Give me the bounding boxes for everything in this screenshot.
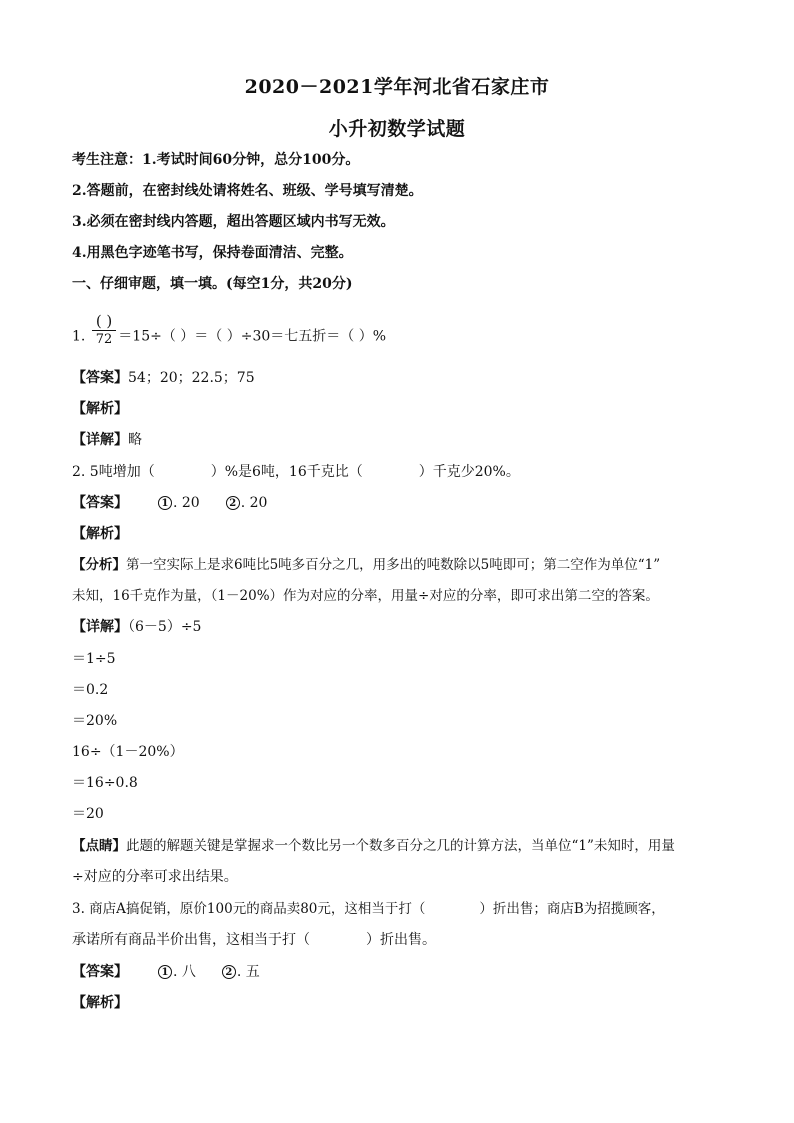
q1-answer xyxy=(72,368,722,388)
notice-line-4: 4.用黑色字迹笔书写，保持卷面清洁、完整。 xyxy=(72,245,353,261)
comment-text: 此题的解题关键是掌握求一个数比另一个数多百分之几的计算方法，当单位“1”未知时，用量 xyxy=(126,838,675,854)
question-1 xyxy=(72,312,722,358)
fraction-numerator: ( ) xyxy=(92,312,116,331)
answer-text: 54；20；22.5；75 xyxy=(128,370,255,386)
question-2: 2. 5吨增加（ ）%是6吨，16千克比（ ）千克少20%。 xyxy=(72,464,520,480)
question-3-line-2: 承诺所有商品半价出售，这相当于打（ ）折出售。 xyxy=(72,932,436,948)
circled-number-icon: 2 xyxy=(222,965,236,979)
answer-tag: 【答案】 xyxy=(72,370,128,386)
circled-number-icon: 1 xyxy=(158,965,172,979)
page-title: 2020－2021学年河北省石家庄市 xyxy=(244,76,550,98)
comment-tag: 【点睛】 xyxy=(72,838,126,854)
analysis-text: 第一空实际上是求6吨比5吨多百分之几，用多出的吨数除以5吨即可；第二空作为单位“1” xyxy=(126,557,661,573)
q2-detail-line-7: ＝20 xyxy=(72,806,104,822)
question-number: 1. xyxy=(72,328,86,345)
q2-detail-line-3: ＝0.2 xyxy=(72,682,109,698)
q2-comment-line-2: ÷对应的分率可求出结果。 xyxy=(72,869,238,885)
q2-detail-line-6: ＝16÷0.8 xyxy=(72,775,138,791)
q2-detail-line-1 xyxy=(72,617,722,637)
answer-tag: 【答案】 xyxy=(72,495,128,511)
q2-detail-line-5: 16÷（1－20%） xyxy=(72,744,184,760)
q1-detail xyxy=(72,430,722,450)
notice-line-2: 2.答题前，在密封线处请将姓名、班级、学号填写清楚。 xyxy=(72,183,423,199)
q3-answer xyxy=(72,962,722,982)
circled-number-icon: 1 xyxy=(158,496,172,510)
answer-1: . 20 xyxy=(173,495,200,511)
circled-number-icon: 2 xyxy=(226,496,240,510)
question-1-text: ＝15÷（ ）＝（ ）÷30＝七五折＝（ ）% xyxy=(118,328,387,345)
notice-line-1: 考生注意：1.考试时间60分钟，总分100分。 xyxy=(72,152,360,168)
q3-analysis-tag: 【解析】 xyxy=(72,995,128,1011)
detail-text: 略 xyxy=(128,432,142,448)
question-3-line-1: 3. 商店A搞促销，原价100元的商品卖80元，这相当于打（ ）折出售；商店B为招揽顾客， xyxy=(72,901,665,917)
q2-detail-line-4: ＝20% xyxy=(72,713,118,729)
q2-analysis-line-2: 未知，16千克作为量，（1－20%）作为对应的分率，用量÷对应的分率，即可求出第二空的答案。 xyxy=(72,588,659,604)
detail-tag: 【详解】 xyxy=(72,432,128,448)
q1-analysis-tag: 【解析】 xyxy=(72,401,128,417)
page-subtitle: 小升初数学试题 xyxy=(328,118,466,140)
q2-detail-line-2: ＝1÷5 xyxy=(72,651,116,667)
fraction-denominator: 72 xyxy=(95,332,113,347)
answer-2: . 20 xyxy=(240,495,268,511)
q2-analysis-line-1 xyxy=(72,555,722,575)
q2-analysis-tag: 【解析】 xyxy=(72,526,128,542)
answer-tag: 【答案】 xyxy=(72,964,128,980)
fenxi-tag: 【分析】 xyxy=(72,557,126,573)
detail-tag: 【详解】 xyxy=(72,619,128,635)
section-heading: 一、仔细审题，填一填。(每空1分，共20分) xyxy=(72,276,353,292)
answer-1: . 八 xyxy=(173,964,196,980)
q2-comment-line-1 xyxy=(72,836,722,856)
q2-answer xyxy=(72,493,722,513)
fraction xyxy=(92,312,116,349)
answer-2: . 五 xyxy=(236,964,260,980)
notice-line-3: 3.必须在密封线内答题，超出答题区域内书写无效。 xyxy=(72,214,395,230)
detail-text: （6－5）÷5 xyxy=(128,619,202,635)
